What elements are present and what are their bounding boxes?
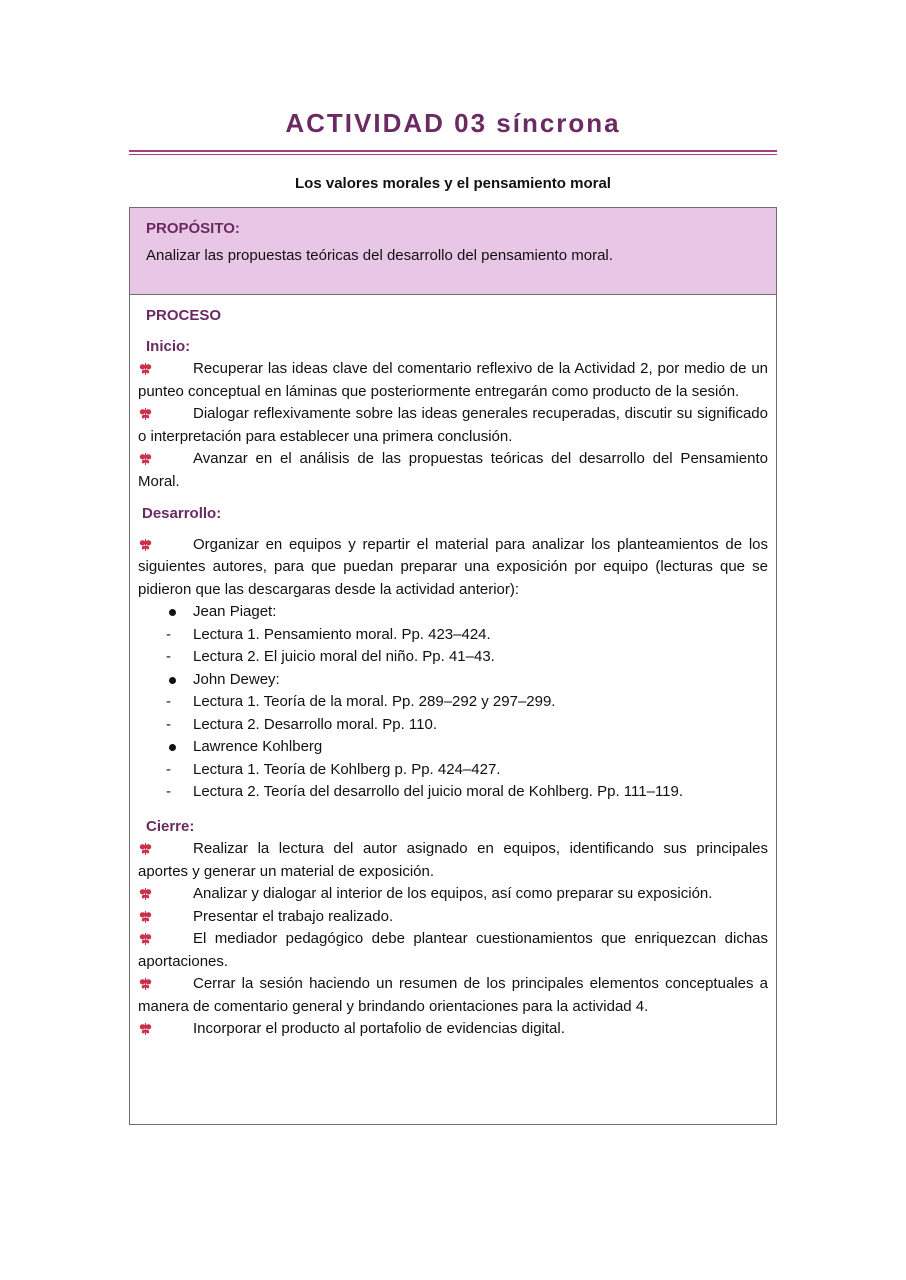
authors-list [138,601,768,804]
author-name: John Dewey: [193,670,280,688]
reading-text: Lectura 1. Teoría de Kohlberg p. Pp. 424–427. [193,760,501,778]
inicio-item-text: Dialogar reflexivamente sobre las ideas generales recuperadas, discutir su significado o interpretación para establecer una primera conclusión. [138,405,768,445]
leaf-bullet-icon [138,406,154,420]
process-section [130,295,776,1041]
leaf-bullet-icon [138,537,154,551]
leaf-bullet-icon [138,1021,154,1035]
inicio-list [138,358,768,493]
cierre-item [138,906,768,929]
reading-item [138,714,768,737]
cierre-item [138,928,768,973]
cierre-item-text: Incorporar el producto al portafolio de evidencias digital. [193,1020,565,1037]
reading-text: Lectura 1. Pensamiento moral. Pp. 423–424. [193,625,491,643]
activity-box [129,207,777,1125]
inicio-item-text: Recuperar las ideas clave del comentario reflexivo de la Actividad 2, por medio de un punteo conceptual en láminas que posteriormente entregarán como producto de la sesión. [138,360,768,400]
leaf-bullet-icon [138,909,154,923]
purpose-text: Analizar las propuestas teóricas del desarrollo del pensamiento moral. [146,247,613,264]
cierre-item-text: Realizar la lectura del autor asignado en equipos, identificando sus principales aportes y generar un material de exposición. [138,840,768,880]
reading-item [138,624,768,647]
leaf-bullet-icon [138,976,154,990]
process-heading: PROCESO [146,307,222,324]
bullet-dot-icon [169,744,176,751]
cierre-item [138,973,768,1018]
desarrollo-heading: Desarrollo: [142,505,222,522]
inicio-item [138,448,768,493]
reading-item [138,691,768,714]
desarrollo-intro-text: Organizar en equipos y repartir el material para analizar los planteamientos de los siguientes autores, para que puedan preparar una exposición por equipo (lecturas que se pidieron que las descargaras desde la actividad anterior): [138,535,768,598]
cierre-list [138,838,768,1041]
cierre-item-text: El mediador pedagógico debe plantear cuestionamientos que enriquezcan dichas aportaciones. [138,930,768,970]
reading-text: Lectura 1. Teoría de la moral. Pp. 289–292 y 297–299. [193,693,556,710]
purpose-section [130,208,776,295]
bullet-dot-icon [169,609,176,616]
page-title: ACTIVIDAD 03 síncrona [285,108,621,138]
dash-marker: - [166,625,171,643]
dash-marker: - [166,715,171,733]
bullet-dot-icon [169,677,176,684]
page-subtitle: Los valores morales y el pensamiento moral [295,175,611,192]
cierre-item-text: Cerrar la sesión haciendo un resumen de los principales elementos conceptuales a manera de comentario general y brindando orientaciones para la actividad 4. [138,975,768,1015]
cierre-item-text: Presentar el trabajo realizado. [193,907,394,925]
reading-item [138,781,768,804]
reading-item [138,646,768,669]
dash-marker: - [166,783,171,800]
cierre-item [138,1018,768,1041]
cierre-heading: Cierre: [146,817,195,835]
leaf-bullet-icon [138,931,154,945]
reading-text: Lectura 2. Desarrollo moral. Pp. 110. [193,715,438,733]
inicio-item [138,358,768,403]
dash-marker: - [166,760,171,778]
dash-marker: - [166,693,171,710]
inicio-item-text: Avanzar en el análisis de las propuestas teóricas del desarrollo del Pensamiento Moral. [138,450,768,490]
dash-marker: - [166,648,171,665]
purpose-heading: PROPÓSITO: [146,220,240,237]
leaf-bullet-icon [138,841,154,855]
leaf-bullet-icon [138,451,154,465]
leaf-bullet-icon [138,361,154,375]
reading-item [138,759,768,782]
author-name: Lawrence Kohlberg [193,738,323,755]
cierre-item-text: Analizar y dialogar al interior de los equipos, así como preparar su exposición. [193,885,713,902]
author-item [138,669,768,692]
author-name: Jean Piaget: [193,603,277,620]
inicio-item [138,403,768,448]
reading-text: Lectura 2. El juicio moral del niño. Pp. 41–43. [193,648,495,665]
author-item [138,601,768,624]
title-divider [129,150,777,155]
inicio-heading: Inicio: [146,337,191,355]
leaf-bullet-icon [138,886,154,900]
reading-text: Lectura 2. Teoría del desarrollo del juicio moral de Kohlberg. Pp. 111–119. [193,783,684,800]
author-item [138,736,768,759]
desarrollo-intro [138,534,768,602]
cierre-item [138,883,768,906]
cierre-item [138,838,768,883]
